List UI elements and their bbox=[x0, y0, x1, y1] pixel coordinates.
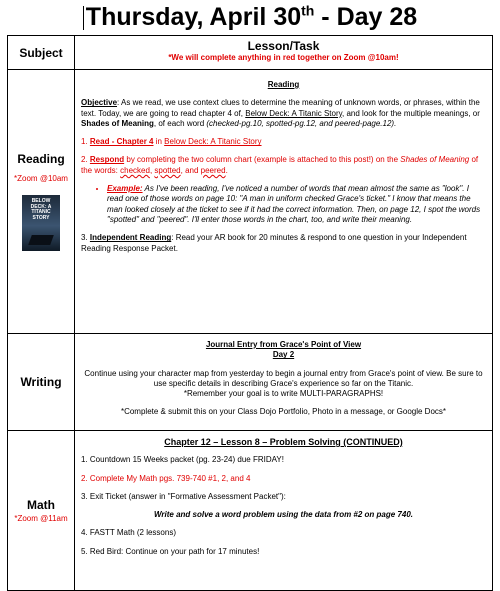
writing-heading: Journal Entry from Grace's Point of View bbox=[205, 340, 362, 349]
reading-step-1: 1. Read - Chapter 4 in Below Deck: A Titanic Story bbox=[81, 137, 262, 147]
reading-step-2: 2. Respond by completing the two column chart (example is attached to this post!) on the Shades of Meaning of the words: checked, spotted, and peered. bbox=[81, 155, 479, 175]
book-cover-image: BELOW DECK: A TITANIC STORY bbox=[22, 195, 60, 251]
math-item-5: 5. Red Bird: Continue on your path for 17 minutes! bbox=[81, 546, 260, 556]
schedule-table bbox=[7, 35, 493, 591]
task-header bbox=[75, 36, 493, 70]
task-header-title: Lesson/Task bbox=[247, 39, 320, 53]
subject-header: Subject bbox=[8, 36, 75, 70]
math-subject: Math bbox=[27, 498, 55, 512]
math-item-2: 2. Complete My Math pgs. 739-740 #1, 2, and 4 bbox=[81, 473, 251, 483]
reading-heading: Reading bbox=[267, 80, 300, 89]
header-row bbox=[8, 36, 493, 70]
writing-subject: Writing bbox=[20, 375, 62, 389]
writing-task-cell bbox=[75, 334, 493, 431]
math-heading: Chapter 12 – Lesson 8 – Problem Solving (CONTINUED) bbox=[164, 437, 403, 447]
zoom-note: *We will complete anything in red together on Zoom @10am! bbox=[168, 53, 399, 62]
reading-zoom: *Zoom @10am bbox=[14, 174, 68, 183]
math-subject-cell bbox=[8, 431, 75, 591]
math-item-4: 4. FASTT Math (2 lessons) bbox=[81, 528, 176, 538]
respond-link[interactable]: Respond bbox=[89, 155, 125, 165]
writing-row bbox=[8, 334, 493, 431]
writing-subject-cell bbox=[8, 334, 75, 431]
example-list bbox=[81, 184, 486, 225]
reading-task-cell bbox=[75, 70, 493, 334]
writing-submit: *Complete & submit this on your Class Dojo Portfolio, Photo in a message, or Google Docs* bbox=[120, 407, 447, 417]
writing-day: Day 2 bbox=[272, 350, 295, 360]
reading-subject-cell bbox=[8, 70, 75, 334]
math-item-1: 1. Countdown 15 Weeks packet (pg. 23-24) due FRIDAY! bbox=[81, 455, 284, 465]
reading-step-3: 3. Independent Reading: Read your AR book for 20 minutes & respond to one question in your Independent Reading Response Packet. bbox=[81, 233, 467, 253]
writing-body: Continue using your character map from yesterday to begin a journal entry from Grace's point of view. Be sure to use specific details in describing Grace's experience so far on the Titanic. bbox=[84, 368, 483, 388]
writing-remember: *Remember your goal is to write MULTI-PARAGRAPHS! bbox=[183, 389, 384, 399]
reading-subject: Reading bbox=[17, 152, 65, 166]
example-item: • Example: As I've been reading, I've noticed a number of words that mean almost the same as "look". I read one of those words on page 10: "A man in uniform checked Grace's ticket." I know that means the man looked closely at the ticket to see if it had the correct information. Then, on page 12, I spot the words "spotted" and "peered". I'll enter those words in the chart, too, and write their meaning. bbox=[107, 184, 486, 225]
reading-row bbox=[8, 70, 493, 334]
math-row bbox=[8, 431, 493, 591]
read-chapter-link[interactable]: Read - Chapter 4 bbox=[89, 137, 154, 147]
math-zoom: *Zoom @11am bbox=[14, 514, 68, 523]
text-cursor bbox=[83, 6, 84, 30]
math-item-3: 3. Exit Ticket (answer in "Formative Assessment Packet"): bbox=[81, 491, 286, 501]
page-title: Thursday, April 30th - Day 28 bbox=[0, 2, 500, 32]
reading-objective: Objective: As we read, we use context clues to determine the meaning of unknown words, or phrases, within the text. Today, we are going to read chapter 4 of, Below Deck: A Titanic Story, and look for the multiple meanings, or Shades of Meaning, of each word (checked-pg.10, spotted-pg.12, and peered-page.12). bbox=[81, 98, 480, 128]
math-task-cell bbox=[75, 431, 493, 591]
exit-ticket-task: Write and solve a word problem using the data from #2 on page 740. bbox=[153, 510, 414, 520]
